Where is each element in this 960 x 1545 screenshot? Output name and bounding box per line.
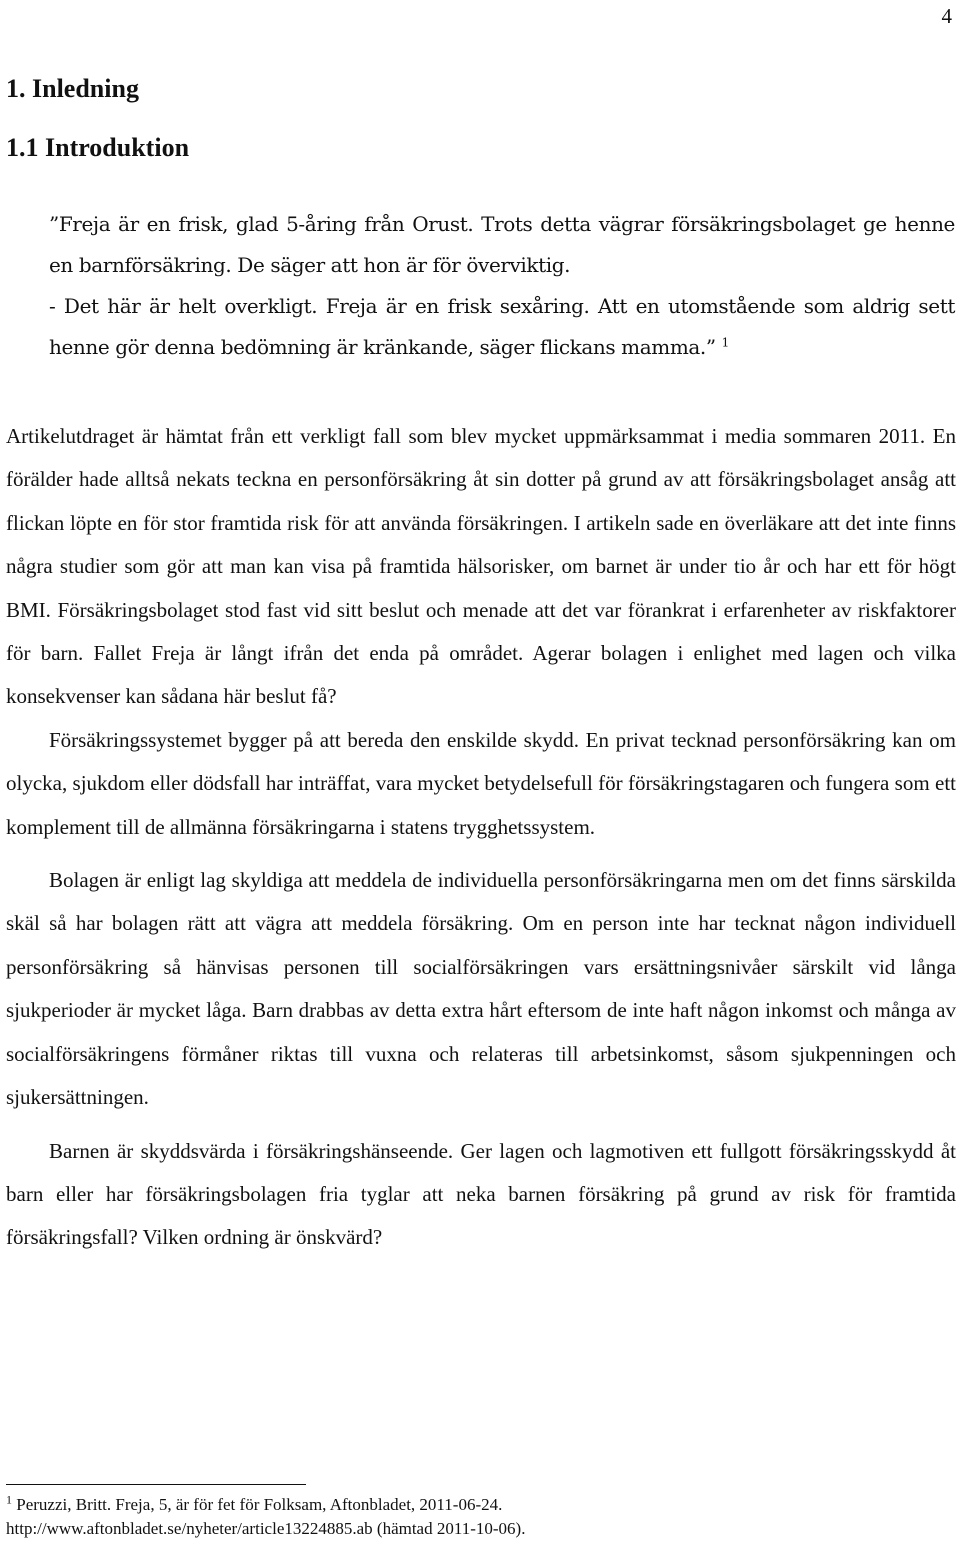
footnote-url: http://www.aftonbladet.se/nyheter/article13224885.ab (hämtad 2011-10-06). bbox=[6, 1519, 526, 1538]
heading-inledning: 1. Inledning bbox=[6, 74, 139, 103]
body-text bbox=[6, 415, 956, 1260]
heading-introduktion: 1.1 Introduktion bbox=[6, 133, 190, 162]
footnote-ref: 1 bbox=[721, 335, 729, 350]
page-number: 4 bbox=[941, 4, 952, 28]
quote-line bbox=[49, 286, 955, 368]
quote-line: ”Freja är en frisk, glad 5-åring från Orust. Trots detta vägrar försäkringsbolaget ge henne en barnförsäkring. De säger att hon är för överviktig. bbox=[49, 212, 955, 277]
footnote-number: 1 bbox=[6, 1492, 12, 1507]
footnote-divider bbox=[6, 1484, 306, 1485]
quote-text: - Det här är helt overkligt. Freja är en frisk sexåring. Att en utomstående som aldrig sett henne gör denna bedömning är kränkande, säger flickans mamma.” bbox=[49, 294, 955, 359]
footnote bbox=[6, 1493, 956, 1541]
footnote-citation: Peruzzi, Britt. Freja, 5, är för fet för Folksam, Aftonbladet, 2011-06-24. bbox=[12, 1495, 503, 1514]
paragraph: Artikelutdraget är hämtat från ett verkligt fall som blev mycket uppmärksammat i media sommaren 2011. En förälder hade alltså nekats teckna en personförsäkring åt sin dotter på grund av att försäkringsbolaget ansåg att flickan löpte en för stor framtida risk för att använda försäkringen. I artikeln sade en överläkare att det inte finns några studier som gör att man kan visa på framtida hälsorisker, om barnet är under tio år och har ett för högt BMI. Försäkringsbolaget stod fast vid sitt beslut och menade att det var förankrat i erfarenheter av riskfaktorer för barn. Fallet Freja är långt ifrån det enda på området. Agerar bolagen i enlighet med lagen och vilka konsekvenser kan sådana här beslut få? bbox=[6, 424, 956, 709]
article-quote bbox=[49, 204, 955, 368]
footnote-line bbox=[6, 1493, 956, 1517]
paragraph: Bolagen är enligt lag skyldiga att meddela de individuella personförsäkringarna men om det finns särskilda skäl så har bolagen rätt att vägra att meddela försäkring. Om en person inte har tecknat någon individuell personförsäkring så hänvisas personen till socialförsäkringen vars ersättningsnivåer särskilt vid långa sjukperioder är mycket låga. Barn drabbas av detta extra hårt eftersom de inte haft någon inkomst och många av socialförsäkringens förmåner riktas till vuxna och relateras till arbetsinkomst, såsom sjukpenningen och sjukersättningen. bbox=[6, 868, 956, 1110]
paragraph: Barnen är skyddsvärda i försäkringshänseende. Ger lagen och lagmotiven ett fullgott försäkringsskydd åt barn eller har försäkringsbolagen fria tyglar att neka barnen försäkring på grund av risk för framtida försäkringsfall? Vilken ordning är önskvärd? bbox=[6, 1138, 956, 1250]
paragraph: Försäkringssystemet bygger på att bereda den enskilde skydd. En privat tecknad personförsäkring kan om olycka, sjukdom eller dödsfall har inträffat, vara mycket betydelsefull för försäkringstagaren och fungera som ett komplement till de allmänna försäkringarna i statens trygghetssystem. bbox=[6, 727, 956, 839]
